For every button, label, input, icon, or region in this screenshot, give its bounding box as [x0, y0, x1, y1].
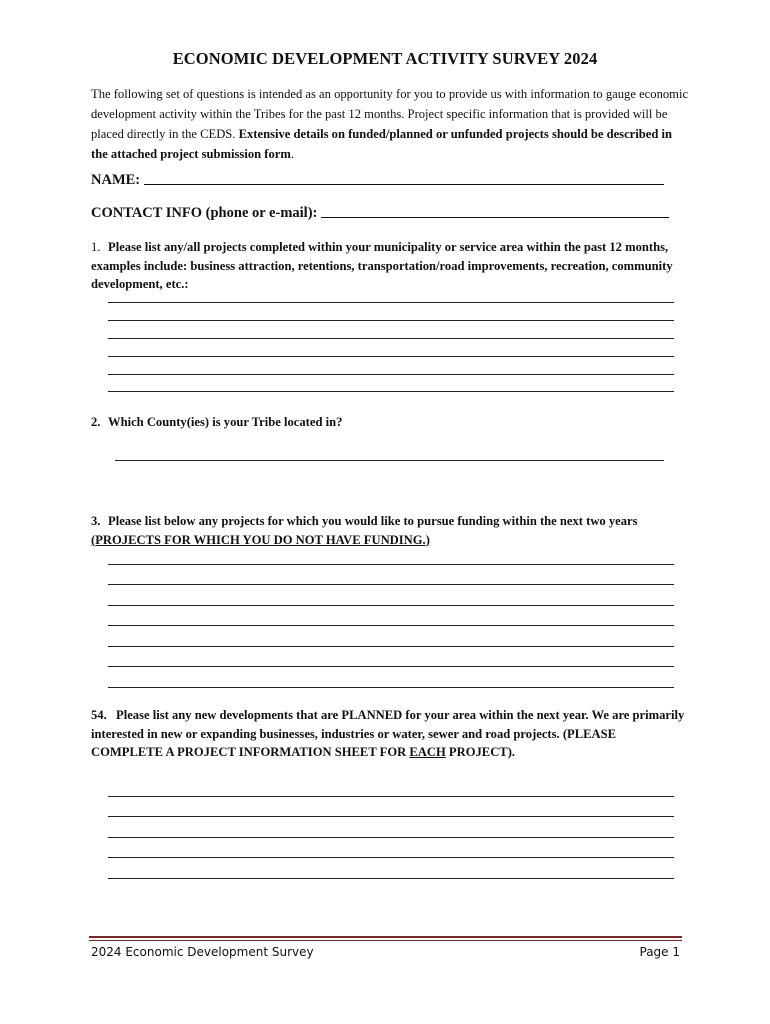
- answer-line[interactable]: [108, 687, 674, 688]
- question-text-end: PROJECT).: [445, 745, 516, 759]
- name-field: [91, 172, 664, 189]
- question-54: [91, 706, 691, 762]
- footer-rule-thin: [89, 940, 682, 941]
- answer-line[interactable]: [108, 796, 674, 797]
- page-title: ECONOMIC DEVELOPMENT ACTIVITY SURVEY 2024: [172, 49, 598, 68]
- intro-text: The following set of questions is intended as an opportunity for you to provide us with information to gauge economic development activity within the Tribes for the past 12 months. Project specific information that is provided will be placed directly in the CEDS.: [91, 87, 689, 141]
- answer-line[interactable]: [108, 837, 674, 838]
- answer-line[interactable]: [108, 374, 674, 375]
- question-1: [91, 238, 691, 294]
- contact-input-line[interactable]: [321, 216, 669, 218]
- name-label: NAME:: [91, 172, 141, 188]
- question-number: 1.: [91, 240, 101, 254]
- answer-line[interactable]: [108, 302, 674, 303]
- page-number: Page 1: [639, 945, 680, 959]
- answer-line[interactable]: [108, 338, 674, 339]
- intro-end: .: [290, 147, 295, 161]
- question-text: Please list any/all projects completed within your municipality or service area within the past 12 months, examples include: business attraction, retentions, transportation/road improvements, recreation, community development, etc.:: [91, 240, 673, 291]
- question-2: [91, 413, 691, 432]
- answer-line[interactable]: [108, 356, 674, 357]
- answer-line[interactable]: [108, 666, 674, 667]
- answer-line[interactable]: [108, 646, 674, 647]
- answer-line[interactable]: [108, 816, 674, 817]
- footer-title: 2024 Economic Development Survey: [91, 945, 314, 959]
- intro-paragraph: [91, 84, 691, 164]
- question-underlined-text: EACH: [409, 745, 446, 759]
- question-number: 3.: [91, 514, 101, 528]
- question-number: 54.: [91, 708, 107, 722]
- answer-line[interactable]: [108, 625, 674, 626]
- contact-label: CONTACT INFO (phone or e-mail):: [91, 205, 318, 221]
- question-number: 2.: [91, 415, 101, 429]
- intro-bold-text: Extensive details on funded/planned or unfunded projects should be described in the attached project submission form: [91, 127, 673, 161]
- answer-line[interactable]: [108, 391, 674, 392]
- question-text: Please list any new developments that are PLANNED for your area within the next year. We are primarily interested in new or expanding businesses, industries or water, sewer and road projects. (PLEASE COMPLETE A PROJECT INFORMATION SHEET FOR: [91, 708, 685, 759]
- answer-line[interactable]: [108, 878, 674, 879]
- answer-line[interactable]: [108, 320, 674, 321]
- footer-rule: [89, 936, 682, 938]
- name-input-line[interactable]: [144, 183, 664, 185]
- answer-line[interactable]: [108, 857, 674, 858]
- answer-line[interactable]: [108, 564, 674, 565]
- question-3: [91, 512, 691, 549]
- answer-line[interactable]: [108, 605, 674, 606]
- contact-field: [91, 205, 669, 222]
- question-text: Which County(ies) is your Tribe located in?: [108, 415, 343, 429]
- question-text: Please list below any projects for which you would like to pursue funding within the next two years: [108, 514, 638, 528]
- answer-line[interactable]: [108, 584, 674, 585]
- question-underlined-text: (PROJECTS FOR WHICH YOU DO NOT HAVE FUNDING.): [91, 532, 430, 547]
- answer-line[interactable]: [115, 460, 664, 461]
